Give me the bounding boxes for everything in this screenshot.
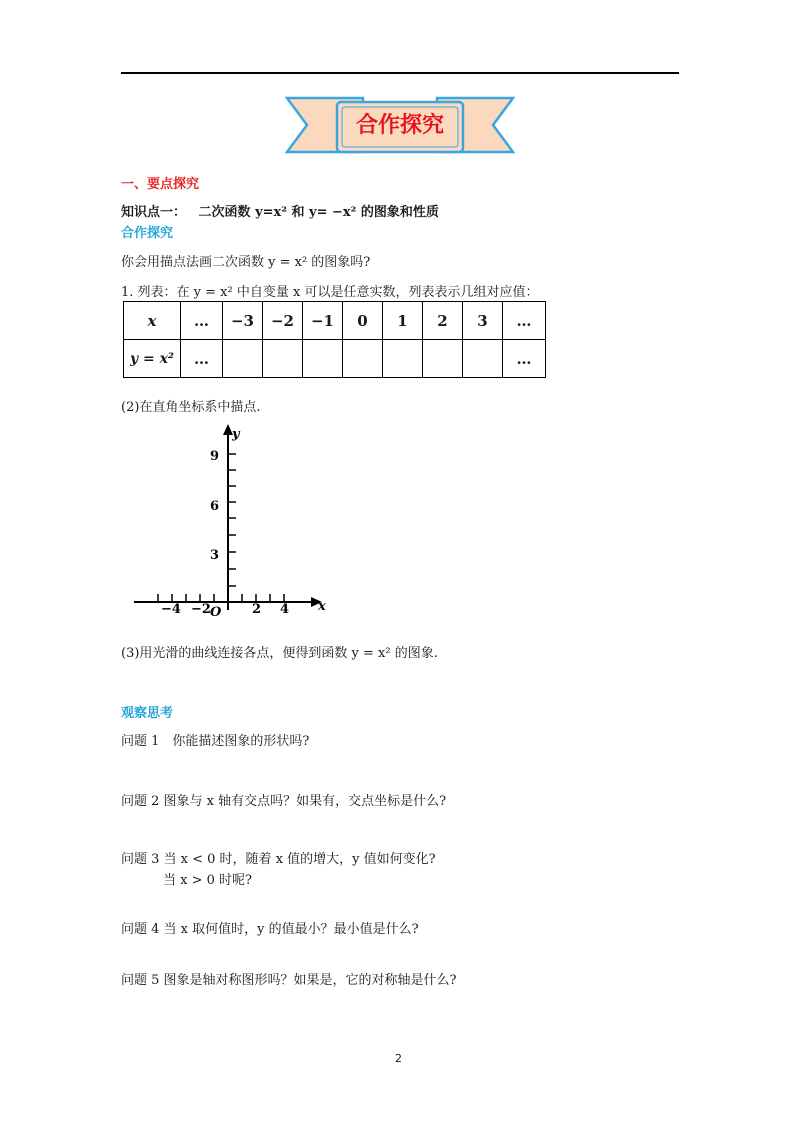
y-axis-label: y [232, 427, 240, 442]
question-3: 问题 3 当 x < 0 时，随着 x 值的增大，y 值如何变化? [121, 852, 436, 867]
x-axis-label: x [318, 599, 326, 614]
table-cell: −2 [263, 302, 303, 340]
step2-text: (2)在直角坐标系中描点. [121, 400, 261, 415]
table-cell: 3 [463, 302, 503, 340]
table-cell: … [503, 340, 546, 378]
x-tick-label: −2 [191, 602, 211, 617]
table-cell [383, 340, 423, 378]
question-4: 问题 4 当 x 取何值时，y 的值最小？最小值是什么? [121, 922, 419, 937]
table-cell: x [124, 302, 181, 340]
section-heading: 一、要点探究 [121, 177, 200, 192]
table-cell: −3 [223, 302, 263, 340]
question-5: 问题 5 图象是轴对称图形吗？如果是，它的对称轴是什么? [121, 973, 457, 988]
header-rule [121, 72, 679, 74]
coop-heading: 合作探究 [121, 226, 174, 241]
page-number: 2 [395, 1052, 402, 1065]
x-tick-label: −4 [161, 602, 181, 617]
y-tick-marks [228, 454, 236, 586]
table-cell [303, 340, 343, 378]
x-tick-label: 4 [280, 602, 290, 617]
table-cell: y = x² [124, 340, 181, 378]
table-cell [343, 340, 383, 378]
y-tick-label: 3 [210, 548, 220, 563]
table-cell: … [181, 302, 223, 340]
x-tick-label: 2 [252, 602, 262, 617]
y-tick-label: 6 [210, 499, 220, 514]
table-row [124, 340, 546, 378]
banner-title: 合作探究 [355, 113, 444, 138]
observe-heading: 观察思考 [121, 706, 174, 721]
knowledge-point [121, 201, 439, 220]
table-row [124, 302, 546, 340]
table-cell: … [503, 302, 546, 340]
table-cell: 0 [343, 302, 383, 340]
values-table [123, 301, 543, 375]
question-3-followup: 当 x > 0 时呢? [163, 873, 252, 888]
table-cell: −1 [303, 302, 343, 340]
question-2: 问题 2 图象与 x 轴有交点吗？如果有，交点坐标是什么? [121, 794, 447, 809]
table-cell [423, 340, 463, 378]
coordinate-axes [128, 420, 338, 630]
x-tick-marks [158, 594, 284, 602]
table-cell [223, 340, 263, 378]
step1-text: 1. 列表：在 y = x² 中自变量 x 可以是任意实数，列表表示几组对应值： [121, 285, 539, 300]
table-cell: 1 [383, 302, 423, 340]
knowledge-label: 知识点一： [121, 205, 187, 220]
origin-label: O [210, 605, 222, 620]
table-cell [263, 340, 303, 378]
table-cell: 2 [423, 302, 463, 340]
question-1: 问题 1 你能描述图象的形状吗? [121, 734, 310, 749]
intro-question: 你会用描点法画二次函数 y = x² 的图象吗? [121, 255, 371, 270]
knowledge-text: 二次函数 y=x² 和 y= −x² 的图象和性质 [198, 205, 439, 220]
y-tick-label: 9 [210, 449, 220, 464]
table-cell: … [181, 340, 223, 378]
table-cell [463, 340, 503, 378]
step3-text: (3)用光滑的曲线连接各点，便得到函数 y = x² 的图象. [121, 646, 438, 661]
